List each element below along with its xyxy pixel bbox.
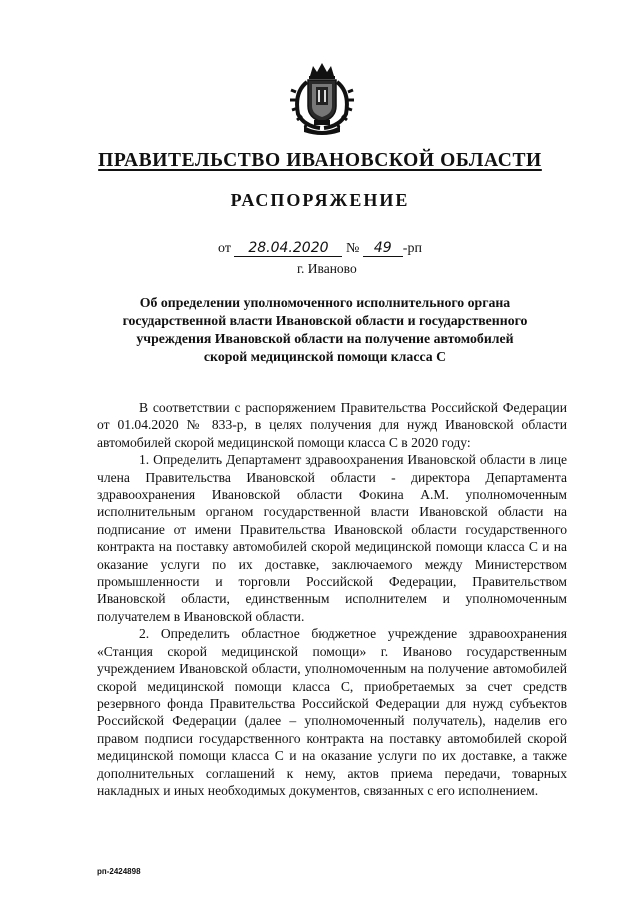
organization-title: ПРАВИТЕЛЬСТВО ИВАНОВСКОЙ ОБЛАСТИ	[98, 150, 542, 171]
clause-1-paragraph: 1. Определить Департамент здравоохранения Ивановской области в лице члена Правительства Ивановской области - директора Департамента здравоохранения Ивановской области Фокина А.М. уполномоченным исполнительным органом государственной власти Ивановской области на подписание от имени Правительства Ивановской области государственного контракта на поставку автомобилей скорой медицинской помощи класса С и на оказание услуги по их доставке, заключаемого между Министерством промышленности и торговли Российской Федерации, Правительством Ивановской области, единственным исполнителем и уполномоченным получателем в Ивановской области.	[97, 452, 567, 624]
handwritten-number: 49	[363, 241, 403, 257]
subject-line: скорой медицинской помощи класса С	[203, 349, 447, 364]
coat-of-arms-icon	[290, 62, 354, 138]
document-city: г. Иваново	[297, 261, 357, 276]
number-sign: №	[345, 241, 360, 256]
number-suffix: -рп	[402, 241, 422, 256]
footer-document-code: рп-2424898	[97, 867, 141, 876]
date-prefix: от	[218, 241, 231, 256]
document-body	[97, 399, 567, 799]
subject-line: учреждения Ивановской области на получение автомобилей	[136, 331, 514, 346]
handwritten-date: 28.04.2020	[234, 241, 342, 257]
subject-line: государственной власти Ивановской области и государственного	[122, 313, 528, 328]
subject-line: Об определении уполномоченного исполнительного органа	[139, 295, 511, 310]
preamble-paragraph: В соответствии с распоряжением Правительства Российской Федерации от 01.04.2020 № 833-р, в целях получения для нужд Ивановской области автомобилей скорой медицинской помощи класса С в 2020 году:	[97, 400, 567, 450]
document-type: РАСПОРЯЖЕНИЕ	[230, 190, 410, 210]
clause-2-paragraph: 2. Определить областное бюджетное учреждение здравоохранения «Станция скорой медицинской помощи» г. Иваново государственным учреждением Ивановской области, уполномоченным на получение автомобилей скорой медицинской помощи класса С, приобретаемых за счет средств резервного фонда Правительства Российской Федерации для нужд субъектов Российской Федерации (далее – уполномоченный получатель), наделив его правом подписи государственного контракта на поставку автомобилей скорой медицинской помощи класса С и на оказание услуги по их доставке, а также дополнительных соглашений к нему, актов приема передачи, товарных накладных и иных необходимых документов, связанных с его исполнением.	[97, 626, 567, 798]
document-subject	[100, 294, 550, 366]
document-date-number	[218, 241, 422, 257]
